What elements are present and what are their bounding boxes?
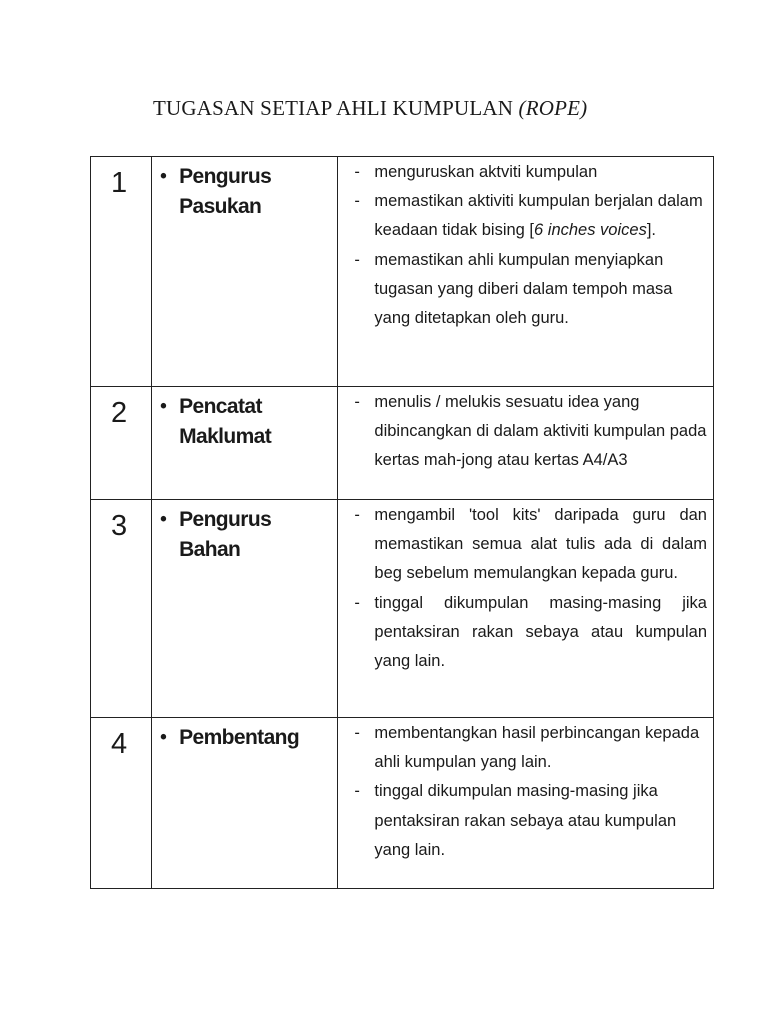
list-item <box>354 589 707 677</box>
duty-text-block <box>374 158 707 187</box>
row-number: 4 <box>111 728 128 760</box>
roles-table-body <box>91 157 714 889</box>
duty-text-block <box>374 501 707 589</box>
dash-icon: - <box>354 724 360 742</box>
list-item <box>354 777 707 865</box>
dash-icon: - <box>354 393 360 411</box>
bullet-icon: • <box>160 727 167 748</box>
dash-icon: - <box>354 192 360 211</box>
role-name: Pencatat Maklumat <box>179 395 272 448</box>
role-entry <box>152 500 337 565</box>
role-name: Pembentang <box>179 726 300 749</box>
duty-text: memastikan aktiviti kumpulan berjalan dalam keadaan tidak bising [ <box>374 192 703 240</box>
bullet-icon: • <box>160 166 167 187</box>
title-acronym: (ROPE) <box>518 96 588 120</box>
role-cell <box>152 387 338 500</box>
row-number: 2 <box>111 397 128 429</box>
document-title <box>153 96 587 121</box>
dash-icon: - <box>354 163 360 181</box>
duties-cell <box>338 387 714 500</box>
role-name: Pengurus Pasukan <box>179 165 272 218</box>
duties-list <box>338 500 713 692</box>
duty-text-block <box>374 388 707 476</box>
duty-text-block <box>374 246 707 334</box>
row-number-cell <box>91 387 152 500</box>
list-item <box>354 187 707 245</box>
role-cell <box>152 718 338 889</box>
duties-cell <box>338 157 714 387</box>
duty-text: tinggal dikumpulan masing-masing jika pentaksiran rakan sebaya atau kumpulan yang lain. <box>374 593 707 671</box>
duty-text: memastikan ahli kumpulan menyiapkan tugasan yang diberi dalam tempoh masa yang ditetapkan oleh guru. <box>374 250 673 328</box>
row-number: 1 <box>111 167 128 199</box>
duties-list <box>338 157 713 349</box>
duties-cell <box>338 500 714 718</box>
row-number-cell <box>91 157 152 387</box>
duties-list <box>338 387 713 492</box>
list-item <box>354 246 707 334</box>
dash-icon: - <box>354 250 360 269</box>
role-name: Pengurus Bahan <box>179 508 272 561</box>
list-item <box>354 388 707 476</box>
dash-icon: - <box>354 593 360 612</box>
list-item <box>354 501 707 589</box>
role-cell <box>152 157 338 387</box>
dash-icon: - <box>354 506 360 524</box>
duty-text: membentangkan hasil perbincangan kepada ahli kumpulan yang lain. <box>374 724 700 772</box>
duty-text: tinggal dikumpulan masing-masing jika pentaksiran rakan sebaya atau kumpulan yang lain. <box>374 782 677 859</box>
row-number-cell <box>91 500 152 718</box>
list-item <box>354 719 707 777</box>
duty-text-block <box>374 187 707 245</box>
duty-text-suffix: ]. <box>646 221 656 240</box>
duty-text: mengambil 'tool kits' daripada guru dan memastikan semua alat tulis ada di dalam beg sebelum memulangkan kepada guru. <box>374 506 707 583</box>
duty-text-block <box>374 589 707 677</box>
role-entry <box>152 387 337 452</box>
role-cell <box>152 500 338 718</box>
list-item <box>354 158 707 187</box>
row-number-cell <box>91 718 152 889</box>
duty-text-block <box>374 719 707 777</box>
table-row <box>91 157 714 387</box>
duty-text: menguruskan aktviti kumpulan <box>374 163 598 181</box>
table-row <box>91 387 714 500</box>
duty-text: menulis / melukis sesuatu idea yang dibincangkan di dalam aktiviti kumpulan pada kertas mah-jong atau kertas A4/A3 <box>374 393 707 470</box>
title-text: TUGASAN SETIAP AHLI KUMPULAN <box>153 96 514 120</box>
duty-text-italic: 6 inches voices <box>534 221 647 240</box>
dash-icon: - <box>354 782 360 801</box>
duties-cell <box>338 718 714 889</box>
roles-table <box>90 156 714 889</box>
role-entry <box>152 157 337 222</box>
bullet-icon: • <box>160 396 167 417</box>
row-number: 3 <box>111 510 128 542</box>
table-row <box>91 500 714 718</box>
bullet-icon: • <box>160 509 167 530</box>
duty-text-block <box>374 777 707 865</box>
role-entry <box>152 718 337 753</box>
duties-list <box>338 718 713 881</box>
table-row <box>91 718 714 889</box>
